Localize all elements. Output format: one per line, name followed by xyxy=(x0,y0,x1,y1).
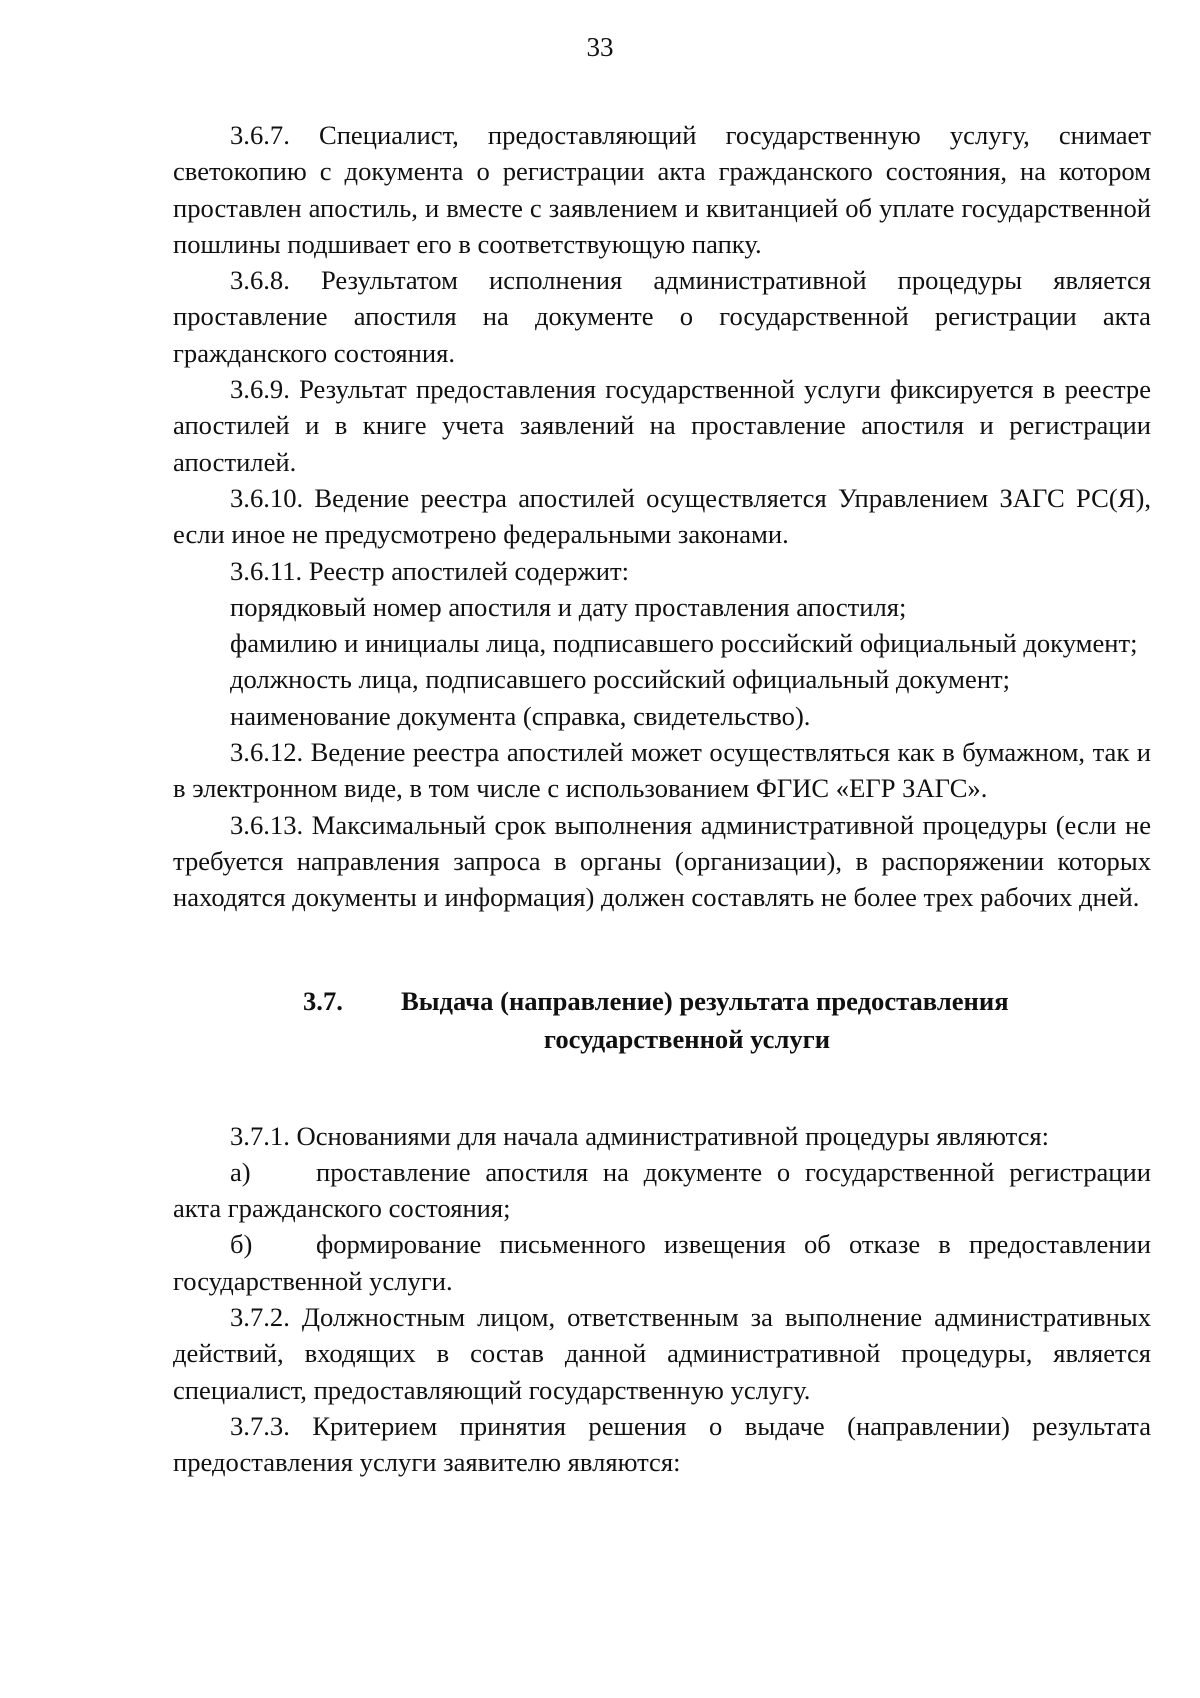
list-item-b xyxy=(173,1226,1151,1299)
paragraph-3-6-7: 3.6.7. Специалист, предоставляющий государственную услугу, снимает светокопию с документа о регистрации акта гражданского состояния, на котором проставлен апостиль, и вместе с заявлением и квитанцией об уплате государственной пошлины подшивает его в соответствующую папку. xyxy=(173,120,1151,259)
section-heading-number: 3.7. xyxy=(303,985,343,1016)
list-item-a-text: проставление апостиля на документе о государственной регистрации акта гражданского состояния; xyxy=(173,1156,1151,1224)
document-body xyxy=(173,117,1151,1481)
paragraph-3-6-13: 3.6.13. Максимальный срок выполнения административной процедуры (если не требуется направления запроса в органы (организации), в распоряжении которых находятся документы и информация) должен составлять не более трех рабочих дней. xyxy=(173,809,1151,913)
list-item-a xyxy=(173,1154,1151,1227)
paragraph-3-6-12: 3.6.12. Ведение реестра апостилей может осуществляться как в бумажном, так и в электронном виде, в том числе с использованием ФГИС «ЕГР ЗАГС». xyxy=(173,737,1151,804)
page-number: 33 xyxy=(586,32,614,62)
registry-item-document-name: наименование документа (справка, свидетельство). xyxy=(230,700,811,731)
paragraph-3-6-9: 3.6.9. Результат предоставления государственной услуги фиксируется в реестре апостилей и в книге учета заявлений на проставление апостиля и регистрации апостилей. xyxy=(173,374,1151,477)
section-heading-line2: государственной услуги xyxy=(543,1023,831,1054)
registry-item-number-date: порядковый номер апостиля и дату проставления апостиля; xyxy=(230,591,907,622)
section-heading-line1: Выдача (направление) результата предоставления xyxy=(401,985,1009,1016)
list-marker-a: а) xyxy=(230,1156,251,1187)
paragraph-3-7-1: 3.7.1. Основаниями для начала административной процедуры являются: xyxy=(230,1120,1050,1151)
paragraph-3-6-11: 3.6.11. Реестр апостилей содержит: xyxy=(230,555,630,586)
registry-item-name-initials: фамилию и инициалы лица, подписавшего российский официальный документ; xyxy=(230,628,1138,659)
list-item-b-text: формирование письменного извещения об отказе в предоставлении государственной услуги. xyxy=(173,1229,1151,1296)
paragraph-3-6-8: 3.6.8. Результатом исполнения административной процедуры является проставление апостиля на документе о государственной регистрации акта гражданского состояния. xyxy=(173,265,1151,368)
paragraph-3-7-2: 3.7.2. Должностным лицом, ответственным за выполнение административных действий, входящих в состав данной административной процедуры, является специалист, предоставляющий государственную услугу. xyxy=(173,1302,1151,1405)
paragraph-3-6-10: 3.6.10. Ведение реестра апостилей осуществляется Управлением ЗАГС РС(Я), если иное не предусмотрено федеральными законами. xyxy=(173,482,1151,550)
registry-item-position: должность лица, подписавшего российский официальный документ; xyxy=(230,664,1011,695)
list-marker-b: б) xyxy=(230,1229,253,1260)
section-heading-3-7 xyxy=(173,982,1151,1058)
paragraph-3-7-3: 3.7.3. Критерием принятия решения о выдаче (направлении) результата предоставления услуги заявителю являются: xyxy=(173,1410,1151,1478)
